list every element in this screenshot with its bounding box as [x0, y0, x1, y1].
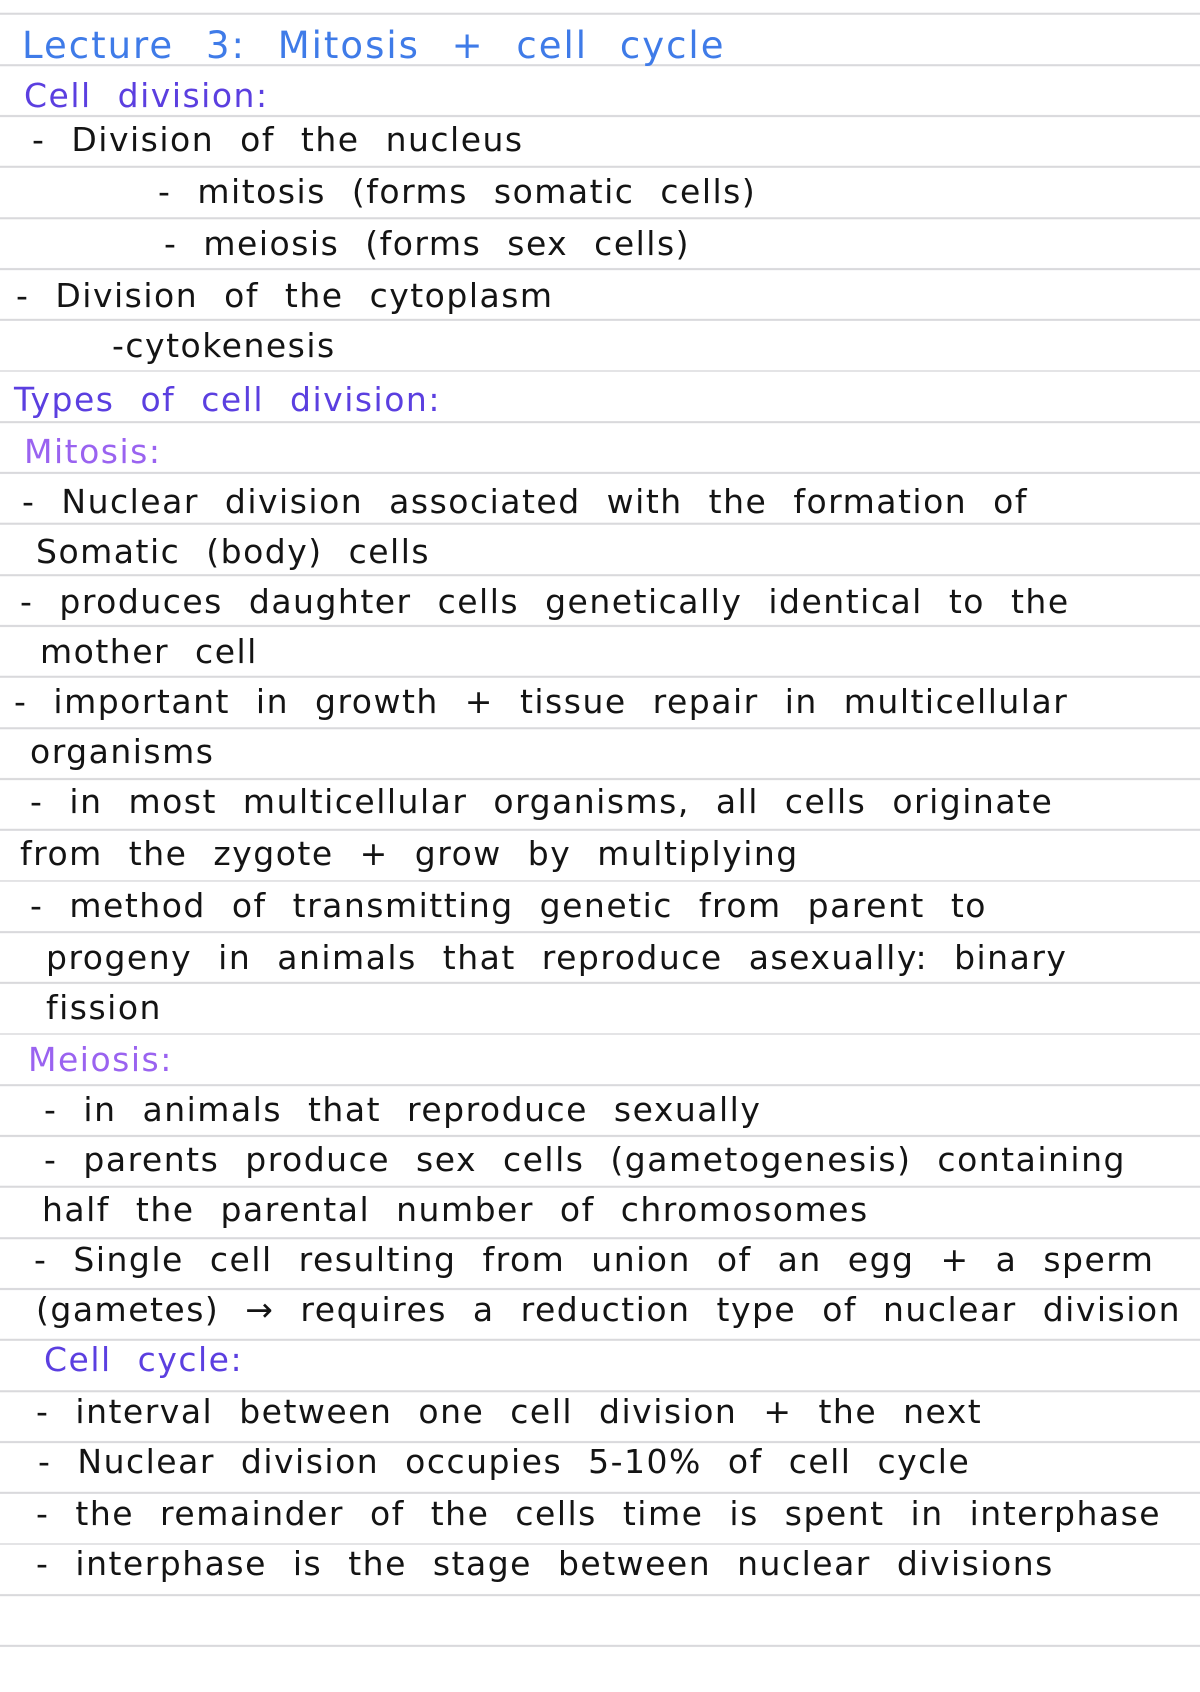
mitosis-heading: Mitosis: [24, 432, 162, 471]
cell-division-heading: Cell division: [24, 76, 269, 115]
cell-division-line: - mitosis (forms somatic cells) [158, 172, 757, 211]
cell-division-line: -cytokenesis [112, 326, 336, 365]
mitosis-line: - method of transmitting genetic from parent to [30, 886, 987, 925]
cell-cycle-line: - the remainder of the cells time is spent in interphase [36, 1494, 1162, 1533]
mitosis-line: - Nuclear division associated with the formation of [22, 482, 1028, 521]
cell-cycle-heading: Cell cycle: [44, 1340, 244, 1379]
page-title: Lecture 3: Mitosis + cell cycle [22, 24, 726, 67]
mitosis-line: - important in growth + tissue repair in multicellular [14, 682, 1069, 721]
meiosis-line: - parents produce sex cells (gametogenesis) containing [44, 1140, 1126, 1179]
meiosis-line: (gametes) → requires a reduction type of nuclear division [36, 1290, 1182, 1329]
types-of-cell-division-heading: Types of cell division: [14, 380, 441, 419]
mitosis-line: fission [46, 988, 162, 1027]
mitosis-line: from the zygote + grow by multiplying [20, 834, 799, 873]
mitosis-line: progeny in animals that reproduce asexually: binary [46, 938, 1068, 977]
mitosis-line: mother cell [40, 632, 258, 671]
meiosis-line: - Single cell resulting from union of an egg + a sperm [34, 1240, 1155, 1279]
mitosis-line: - produces daughter cells genetically identical to the [20, 582, 1070, 621]
mitosis-line: organisms [30, 732, 215, 771]
mitosis-line: - in most multicellular organisms, all cells originate [30, 782, 1054, 821]
cell-division-line: - Division of the cytoplasm [16, 276, 554, 315]
mitosis-line: Somatic (body) cells [36, 532, 431, 571]
cell-cycle-line: - Nuclear division occupies 5-10% of cell cycle [38, 1442, 971, 1481]
meiosis-heading: Meiosis: [28, 1040, 173, 1079]
cell-division-line: - meiosis (forms sex cells) [164, 224, 691, 263]
cell-cycle-line: - interval between one cell division + the next [36, 1392, 983, 1431]
meiosis-line: - in animals that reproduce sexually [44, 1090, 762, 1129]
meiosis-line: half the parental number of chromosomes [42, 1190, 869, 1229]
cell-division-line: - Division of the nucleus [32, 120, 524, 159]
cell-cycle-line: - interphase is the stage between nuclear divisions [36, 1544, 1054, 1583]
